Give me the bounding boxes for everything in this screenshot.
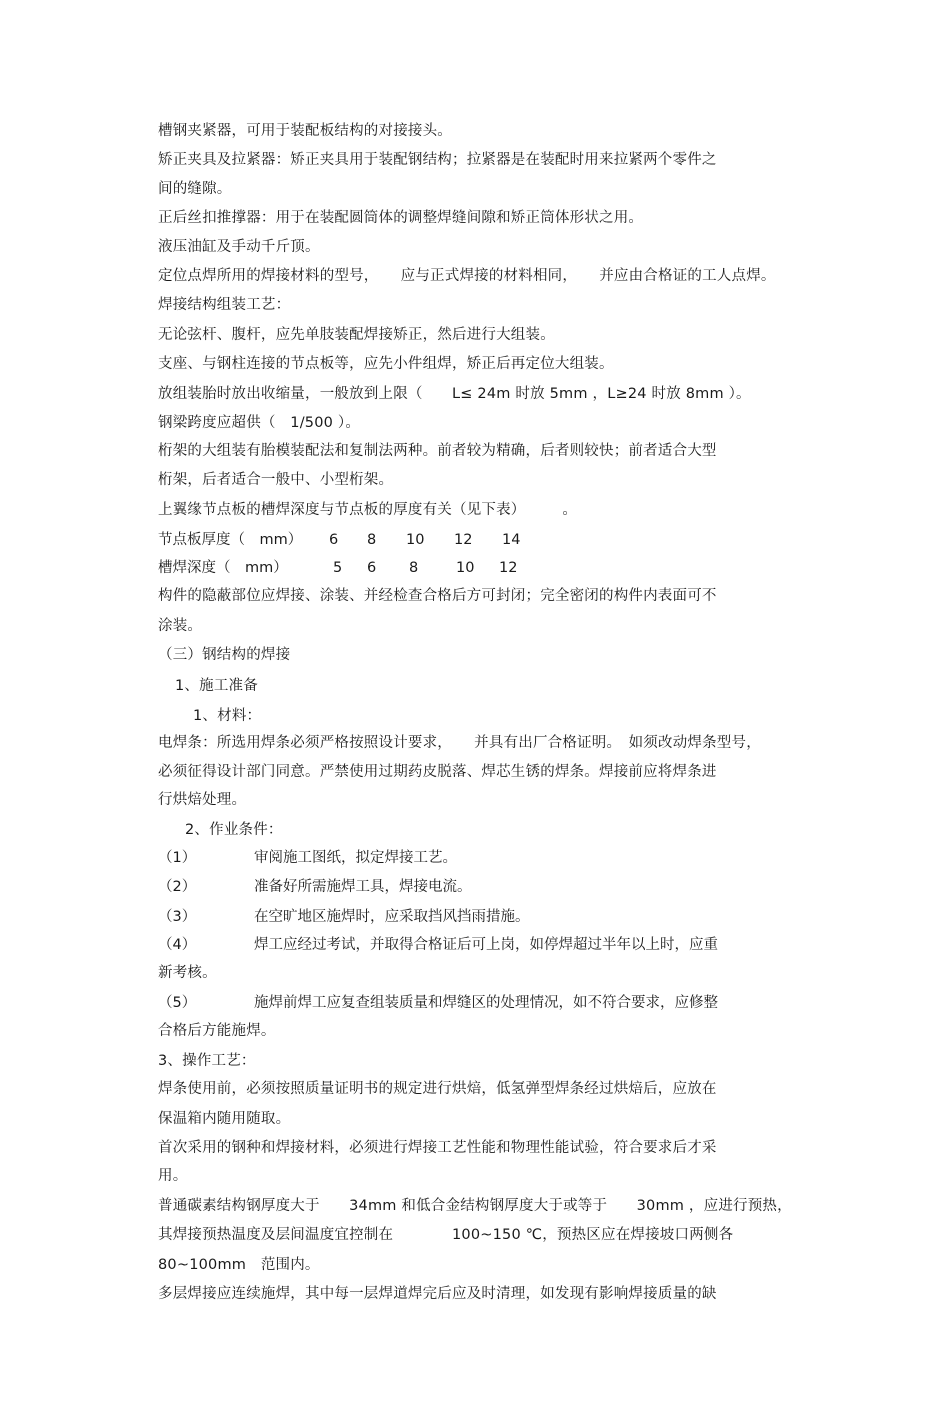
text-line: 间的缝隙。 <box>158 181 232 197</box>
item-text: 施焊前焊工应复查组装质量和焊缝区的处理情况，如不符合要求，应修整 <box>254 995 718 1011</box>
subsection-heading: 1、材料： <box>193 708 262 724</box>
item-text: 审阅施工图纸，拟定焊接工艺。 <box>254 850 457 866</box>
table-cell: 6 <box>329 532 339 548</box>
list-item <box>158 935 778 955</box>
text-line: 上翼缘节点板的槽焊深度与节点板的厚度有关（见下表） 。 <box>158 502 578 518</box>
row-label: 节点板厚度（ mm） <box>158 532 303 548</box>
table-cell: 10 <box>406 532 425 548</box>
list-item <box>158 993 778 1013</box>
table-cell: 12 <box>499 560 518 576</box>
text-line: 构件的隐蔽部位应焊接、涂装、并经检查合格后方可封闭；完全密闭的构件内表面可不 <box>158 588 717 604</box>
text-line: 合格后方能施焊。 <box>158 1023 276 1039</box>
subsection-heading: 1、施工准备 <box>175 678 258 694</box>
text-line: 多层焊接应连续施焊，其中每一层焊道焊完后应及时清理，如发现有影响焊接质量的缺 <box>158 1286 717 1302</box>
text-line: 液压油缸及手动千斤顶。 <box>158 239 320 255</box>
text-line: 电焊条：所选用焊条必须严格按照设计要求， 并具有出厂合格证明。 如须改动焊条型号， <box>158 735 761 751</box>
text-line: 放组装胎时放出收缩量，一般放到上限（ L≤ 24m 时放 5mm ，L≥24 时放 8mm ）。 <box>158 386 751 402</box>
text-line: 保温箱内随用随取。 <box>158 1111 291 1127</box>
section-heading: （三）钢结构的焊接 <box>158 647 291 663</box>
text-line: 其焊接预热温度及层间温度宜控制在 100~150 ℃，预热区应在焊接坡口两侧各 <box>158 1227 734 1243</box>
item-text: 焊工应经过考试，并取得合格证后可上岗，如停焊超过半年以上时，应重 <box>254 937 718 953</box>
list-item <box>158 877 778 897</box>
text-line: 正后丝扣推撑器：用于在装配圆筒体的调整焊缝间隙和矫正筒体形状之用。 <box>158 210 644 226</box>
text-line: 涂装。 <box>158 618 203 634</box>
text-line: 矫正夹具及拉紧器：矫正夹具用于装配钢结构；拉紧器是在装配时用来拉紧两个零件之 <box>158 152 717 168</box>
item-number: （2） <box>158 879 197 895</box>
item-number: （4） <box>158 937 197 953</box>
item-number: （1） <box>158 850 197 866</box>
item-text: 在空旷地区施焊时，应采取挡风挡雨措施。 <box>254 909 530 925</box>
text-line: 焊接结构组装工艺： <box>158 297 291 313</box>
text-line: 桁架的大组装有胎模装配法和复制法两种。前者较为精确，后者则较快；前者适合大型 <box>158 443 717 459</box>
table-cell: 10 <box>456 560 475 576</box>
list-item <box>158 907 778 927</box>
text-line: 普通碳素结构钢厚度大于 34mm 和低合金结构钢厚度大于或等于 30mm ，应进行预热， <box>158 1198 792 1214</box>
item-text: 准备好所需施焊工具，焊接电流。 <box>254 879 472 895</box>
text-line: 用。 <box>158 1168 188 1184</box>
row-label: 槽焊深度（ mm） <box>158 560 288 576</box>
text-line: 行烘焙处理。 <box>158 792 247 808</box>
text-line: 无论弦杆、腹杆，应先单肢装配焊接矫正，然后进行大组装。 <box>158 327 555 343</box>
thickness-row <box>158 530 578 550</box>
table-cell: 6 <box>367 560 377 576</box>
subsection-heading: 3、操作工艺： <box>158 1053 256 1069</box>
subsection-heading: 2、作业条件： <box>185 822 283 838</box>
item-number: （5） <box>158 995 197 1011</box>
depth-row <box>158 558 578 578</box>
text-line: 定位点焊所用的焊接材料的型号， 应与正式焊接的材料相同， 并应由合格证的工人点焊。 <box>158 268 776 284</box>
text-line: 首次采用的钢种和焊接材料，必须进行焊接工艺性能和物理性能试验，符合要求后才采 <box>158 1140 717 1156</box>
item-number: （3） <box>158 909 197 925</box>
text-line: 必须征得设计部门同意。严禁使用过期药皮脱落、焊芯生锈的焊条。焊接前应将焊条进 <box>158 764 717 780</box>
table-cell: 8 <box>367 532 377 548</box>
table-cell: 8 <box>409 560 419 576</box>
text-line: 新考核。 <box>158 965 217 981</box>
text-line: 钢梁跨度应超供（ 1/500 ）。 <box>158 415 361 431</box>
text-line: 80~100mm 范围内。 <box>158 1257 320 1273</box>
table-cell: 12 <box>454 532 473 548</box>
text-line: 焊条使用前，必须按照质量证明书的规定进行烘焙，低氢弹型焊条经过烘焙后，应放在 <box>158 1081 717 1097</box>
table-cell: 5 <box>333 560 343 576</box>
text-line: 支座、与钢柱连接的节点板等，应先小件组焊，矫正后再定位大组装。 <box>158 356 614 372</box>
table-cell: 14 <box>502 532 521 548</box>
text-line: 槽钢夹紧器，可用于装配板结构的对接接头。 <box>158 123 452 139</box>
list-item <box>158 848 778 868</box>
text-line: 桁架，后者适合一般中、小型桁架。 <box>158 472 394 488</box>
